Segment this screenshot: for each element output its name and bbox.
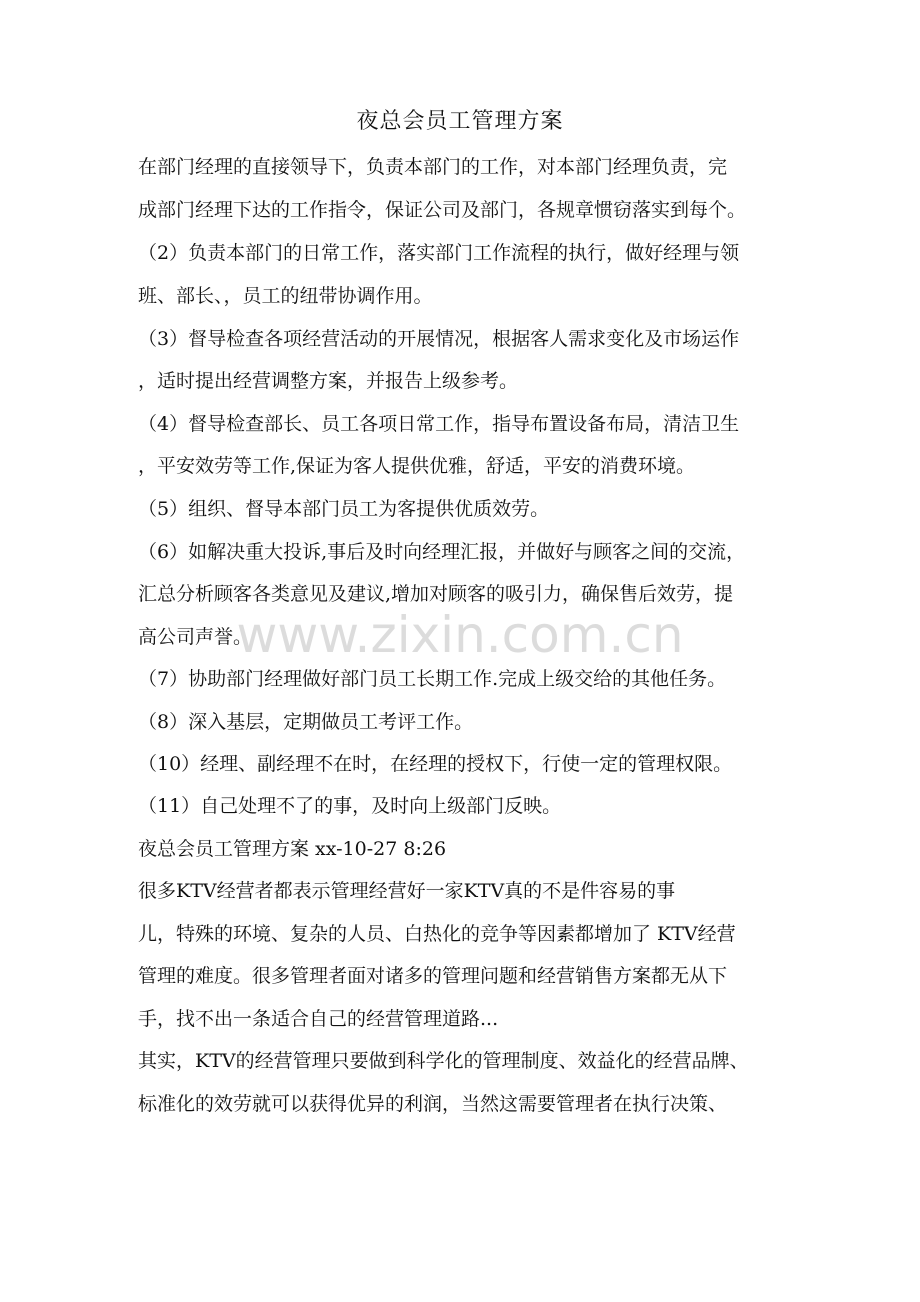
body-line: （6）如解决重大投诉,事后及时向经理汇报，并做好与顾客之间的交流，	[138, 541, 746, 563]
body-line: 很多KTV经营者都表示管理经营好一家KTV真的不是件容易的事	[138, 880, 676, 902]
document-title: 夜总会员工管理方案	[356, 109, 564, 134]
body-line: 管理的难度。很多管理者面对诸多的管理问题和经营销售方案都无从下	[138, 965, 728, 987]
body-line: （2）负责本部门的日常工作，落实部门工作流程的执行，做好经理与领	[138, 242, 740, 264]
body-line: 标准化的效劳就可以获得优异的利润，当然这需要管理者在执行决策、	[138, 1093, 728, 1115]
body-line: （4）督导检查部长、员工各项日常工作，指导布置设备布局，清洁卫生	[138, 413, 740, 435]
watermark: www.zixin.com.cn	[236, 606, 684, 664]
body-line: 夜总会员工管理方案 xx-10-27 8:26	[138, 838, 447, 860]
body-line: （7）协助部门经理做好部门员工长期工作.完成上级交给的其他任务。	[138, 668, 727, 690]
body-line: 成部门经理下达的工作指令，保证公司及部门，各规章惯窃落实到每个。	[138, 199, 747, 221]
body-line: 高公司声誉。	[138, 626, 253, 648]
body-line: 其实，KTV的经营管理只要做到科学化的管理制度、效益化的经营品牌、	[138, 1050, 749, 1072]
body-line: （10）经理、副经理不在时，在经理的授权下，行使一定的管理权限。	[138, 753, 733, 775]
body-line: （8）深入基层，定期做员工考评工作。	[138, 711, 474, 733]
body-line: 手，找不出一条适合自己的经营管理道路...	[138, 1008, 499, 1030]
body-line: ，平安效劳等工作,保证为客人提供优雅，舒适，平安的消费环境。	[138, 455, 696, 477]
body-line: 汇总分析顾客各类意见及建议,增加对顾客的吸引力，确保售后效劳，提	[138, 583, 734, 605]
body-line: （5）组织、督导本部门员工为客提供优质效劳。	[138, 498, 550, 520]
body-line: （3）督导检查各项经营活动的开展情况，根据客人需求变化及市场运作	[138, 328, 740, 350]
body-line: 班、部长、，员工的纽带协调作用。	[138, 285, 433, 307]
body-line: 儿，特殊的环境、复杂的人员、白热化的竞争等因素都增加了 KTV经营	[138, 923, 736, 945]
body-line: （11）自己处理不了的事，及时向上级部门反映。	[138, 795, 562, 817]
body-line: ，适时提出经营调整方案，并报告上级参考。	[138, 370, 519, 392]
body-line: 在部门经理的直接领导下，负责本部门的工作，对本部门经理负责，完	[138, 156, 728, 178]
